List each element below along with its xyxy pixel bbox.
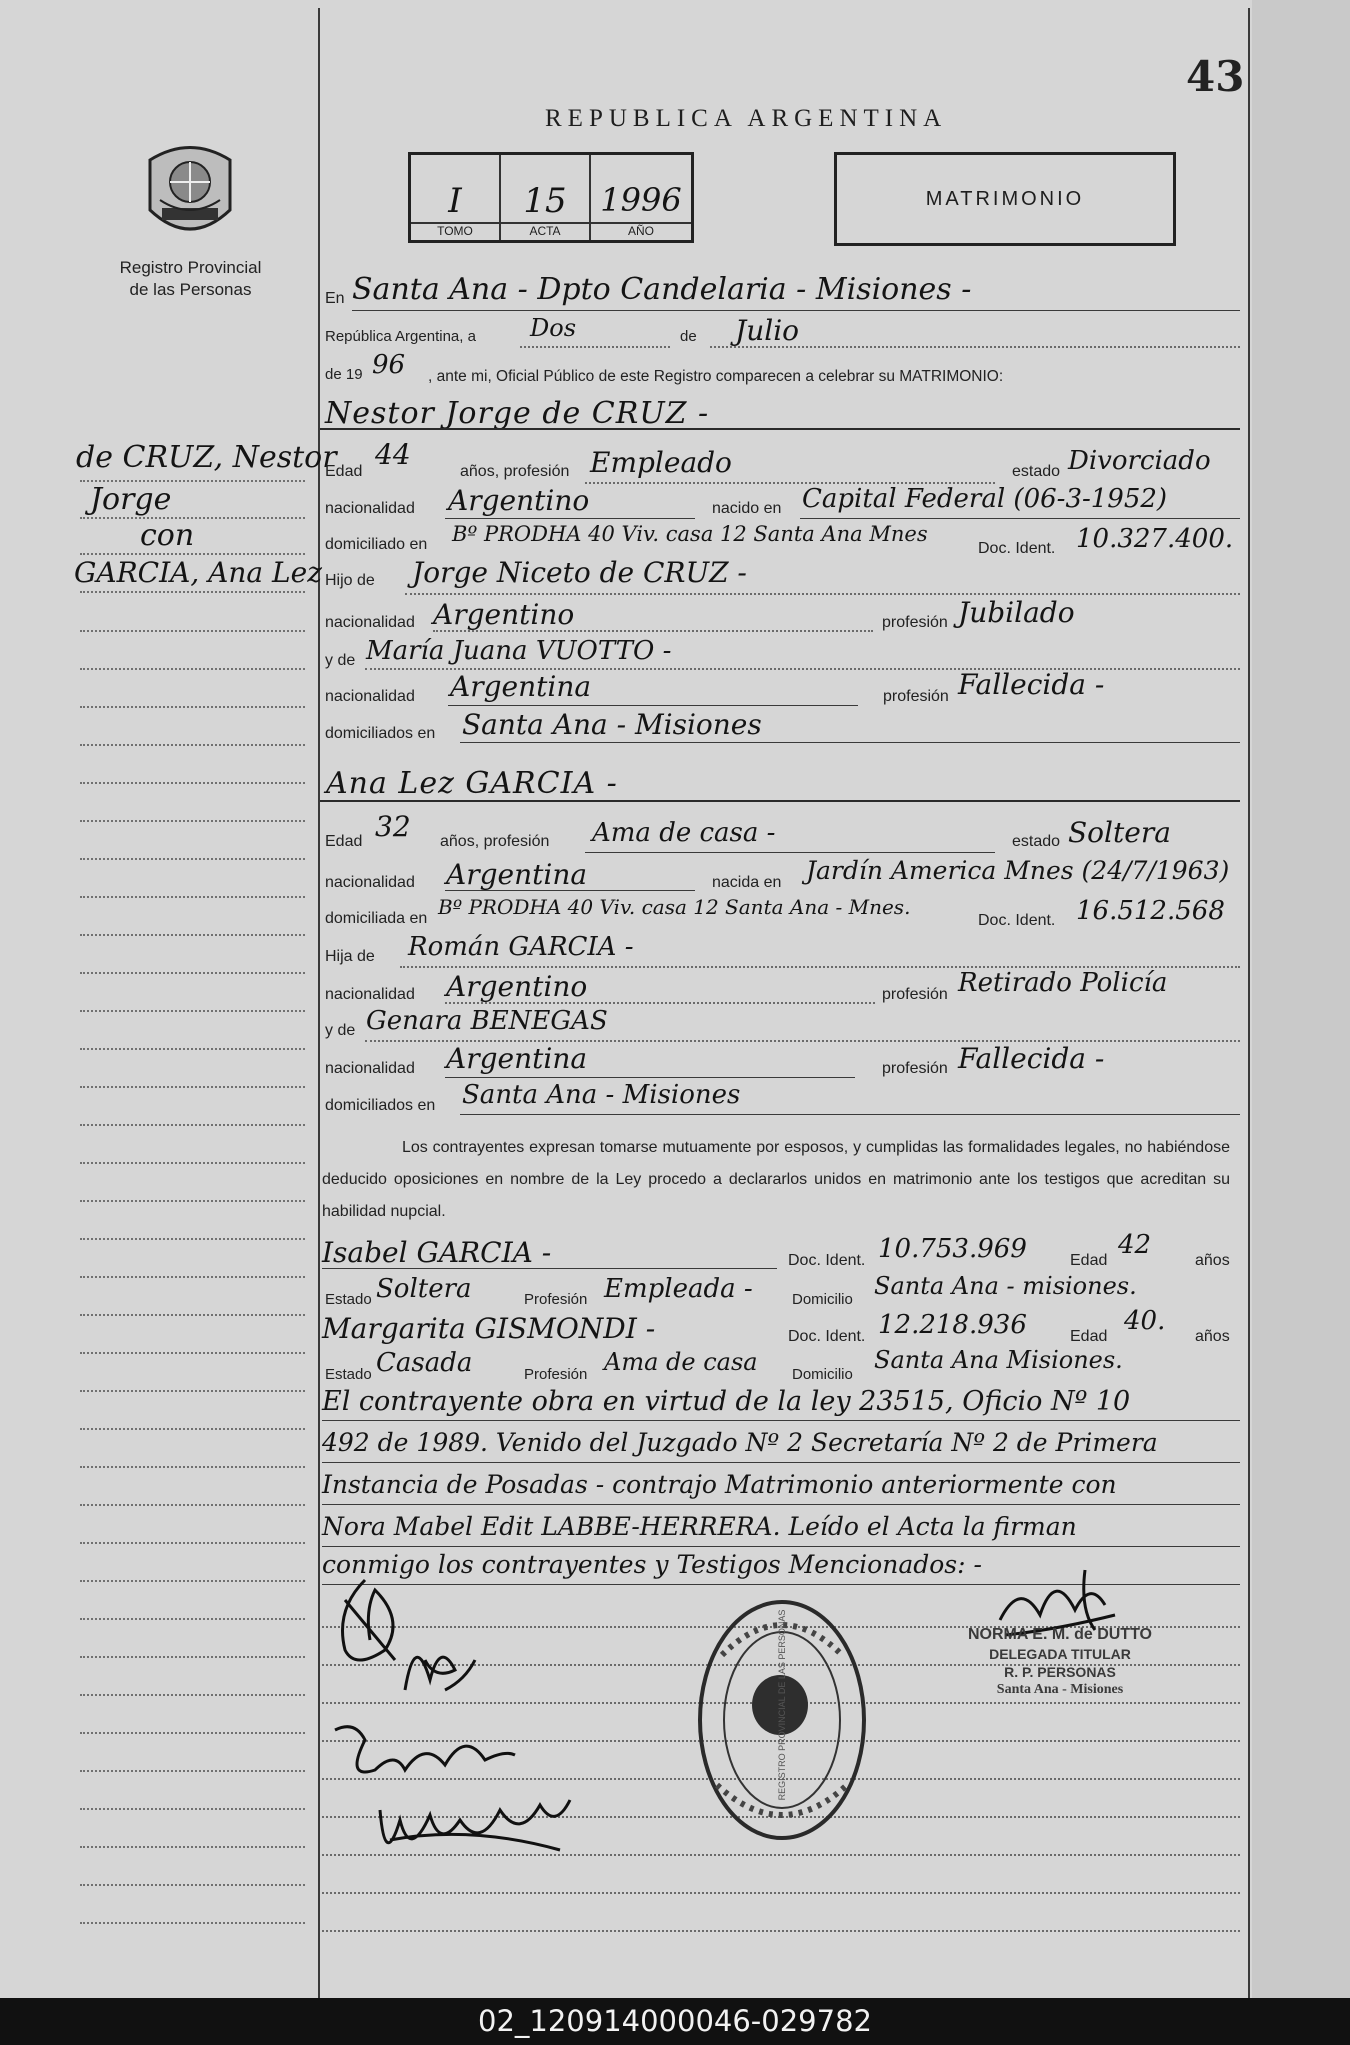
groom-mother-occupation: Fallecida - [958,668,1105,701]
label: Estado [325,1291,372,1308]
witness-2-name: Margarita GISMONDI - [322,1312,656,1345]
label: Edad [1070,1328,1108,1345]
margin-dot-line [80,972,305,974]
note-line-1: El contrayente obra en virtud de la ley 23515, Oficio Nº 10 [322,1386,1131,1417]
label: Hijo de [325,572,375,589]
margin-dot-line [80,1276,305,1278]
line [322,1504,1240,1505]
bride-mother-nationality: Argentina [446,1042,588,1075]
en-label: En [325,290,345,307]
label: Doc. Ident. [978,912,1056,929]
label: domiciliados en [325,725,436,742]
section-rule [320,428,1240,430]
margin-dot-line [80,1808,305,1810]
margin-note-line-3: con [140,518,195,553]
margin-dot-line [80,706,305,708]
label: y de [325,1022,356,1039]
margin-dot-line [80,1124,305,1126]
bride-parents-address: Santa Ana - Misiones [462,1080,741,1110]
dots [405,593,1240,595]
act-type-label: MATRIMONIO [925,188,1085,210]
country-heading: REPUBLICA ARGENTINA [545,105,948,132]
tomo-value: I [448,181,462,221]
acta-value: 15 [523,181,567,221]
witness-2-doc: 12.218.936 [878,1310,1027,1340]
label: Edad [1070,1252,1108,1269]
label: profesión [882,614,948,631]
margin-dot-line [80,1732,305,1734]
bride-father-occupation: Retirado Policía [958,968,1168,998]
signature-4-icon [370,1780,580,1880]
margin-dot-line [80,744,305,746]
margin-dot-line [80,1618,305,1620]
bride-nationality: Argentina [446,858,588,891]
signature-2-icon [395,1620,485,1710]
label: profesión [882,1060,948,1077]
margin-dot-line [80,896,305,898]
witness-1-doc: 10.753.969 [878,1234,1027,1264]
place-line [352,310,1240,311]
line [322,1268,777,1269]
groom-parents-address: Santa Ana - Misiones [462,708,762,741]
margin-dot-line [80,1846,305,1848]
declaration-text: Los contrayentes expresan tomarse mutuamente por esposos, y cumplidas las formalidades legales, no habiéndose deducido oposiciones en nombre de la Ley procedo a declararlos unidos en matrimonio ante los testigos que acreditan su habilidad nupcial. [322,1139,1230,1220]
note-line-5: conmigo los contrayentes y Testigos Mencionados: - [322,1550,982,1579]
groom-address: Bº PRODHA 40 Viv. casa 12 Santa Ana Mnes [452,522,928,546]
label: Doc. Ident. [788,1252,866,1269]
witness-1-name: Isabel GARCIA - [322,1236,552,1269]
label: Edad [325,463,363,480]
signature-3-icon [325,1710,525,1790]
label: años [1195,1328,1230,1345]
line [322,1546,1240,1547]
official-office: R. P. PERSONAS [1004,1664,1116,1680]
bride-birthplace: Jardín America Mnes (24/7/1963) [806,856,1230,885]
margin-dot-line [80,782,305,784]
label: nacionalidad [325,500,415,517]
label: nacido en [712,500,782,517]
line [445,518,695,519]
groom-age: 44 [375,438,411,471]
margin-dot-line [80,858,305,860]
groom-father-nationality: Argentino [433,598,575,631]
line [448,705,858,706]
ano-value: 1996 [600,181,682,219]
margin-dot-line [80,1770,305,1772]
seal-text: REGISTRO PROVINCIAL DE LAS PERSONAS [777,1609,787,1801]
margin-dot-line [80,1010,305,1012]
label: Edad [325,833,363,850]
groom-mother-nationality: Argentina [450,670,592,703]
margin-dots [80,553,305,555]
bride-doc: 16.512.568 [1076,896,1225,926]
note-line-2: 492 de 1989. Venido del Juzgado Nº 2 Secretaría Nº 2 de Primera [322,1428,1158,1457]
margin-dot-line [80,1238,305,1240]
margin-rule-left [318,8,320,1998]
scan-id: 02_120914000046-029782 [0,1998,1350,2045]
line [322,1420,1240,1421]
margin-dot-line [80,1086,305,1088]
official-location: Santa Ana - Misiones [996,1682,1124,1697]
label: domiciliados en [325,1097,436,1114]
page-number: 43 [1186,52,1245,101]
bride-age: 32 [375,810,411,843]
label: Domicilio [792,1366,853,1383]
margin-dot-line [80,1466,305,1468]
provincial-seal-icon [140,140,240,250]
right-edge [1252,0,1350,1998]
ano-label: AÑO [591,222,691,238]
bride-civil-status: Soltera [1068,816,1171,849]
ruled-line [322,1892,1240,1894]
label: años [1195,1252,1230,1269]
registry-line-2: de las Personas [129,280,252,299]
witness-2-status: Casada [376,1348,473,1378]
bride-name: Ana Lez GARCIA - [326,766,618,801]
act-type-box [834,152,1176,246]
label: nacionalidad [325,688,415,705]
label: estado [1012,463,1061,480]
margin-dot-line [80,1922,305,1924]
margin-note-line-1: de CRUZ, Nestor [76,440,337,475]
month-dots [710,346,1240,348]
registry-line-1: Registro Provincial [119,258,262,277]
bride-occupation: Ama de casa - [592,818,776,848]
margin-dot-line [80,630,305,632]
republic-label: República Argentina, a [325,328,476,345]
de-label: de [680,328,697,345]
label: nacionalidad [325,986,415,1003]
margin-dot-line [80,1694,305,1696]
year-suffix: 96 [372,350,406,380]
line [800,518,1240,519]
margin-dot-line [80,1048,305,1050]
label: Domicilio [792,1291,853,1308]
label: y de [325,652,356,669]
margin-dot-line [80,934,305,936]
label: profesión [882,986,948,1003]
bride-father-nationality: Argentino [446,970,588,1003]
label: Estado [325,1366,372,1383]
witness-1-status: Soltera [376,1274,472,1304]
label: nacida en [712,874,782,891]
witness-1-age: 42 [1118,1230,1152,1260]
line [460,742,1240,743]
margin-dot-line [80,820,305,822]
margin-dots [80,591,305,593]
note-line-4: Nora Mabel Edit LABBE-HERRERA. Leído el Acta la firman [322,1512,1077,1541]
line [445,890,695,891]
line [322,1462,1240,1463]
dots [433,630,873,632]
place-value: Santa Ana - Dpto Candelaria - Misiones - [352,272,972,307]
groom-doc: 10.327.400. [1076,524,1234,554]
margin-dot-line [80,1656,305,1658]
year-prefix: de 19 [325,366,363,383]
day-dots [520,346,670,348]
label: Hija de [325,948,375,965]
ruled-line [322,1930,1240,1932]
label: domiciliada en [325,910,428,927]
margin-dot-line [80,668,305,670]
margin-rule-right [1248,8,1250,1998]
line [585,852,995,853]
witness-1-occupation: Empleada - [604,1274,753,1304]
label: nacionalidad [325,874,415,891]
label: domiciliado en [325,536,428,553]
margin-dot-line [80,1390,305,1392]
margin-dot-line [80,1542,305,1544]
record-number-box [408,152,694,243]
day-value: Dos [530,314,577,342]
witness-2-address: Santa Ana Misiones. [874,1346,1123,1374]
label: Doc. Ident. [788,1328,866,1345]
label: profesión [883,688,949,705]
section-rule [320,800,1240,802]
label: Profesión [524,1291,588,1308]
label: Profesión [524,1366,588,1383]
line [460,1114,1240,1115]
margin-dot-line [80,1428,305,1430]
label: años, profesión [460,463,570,480]
bride-mother: Genara BENEGAS [366,1006,608,1036]
groom-father-occupation: Jubilado [958,596,1075,629]
margin-dot-line [80,1580,305,1582]
dots [445,1002,875,1004]
margin-dot-line [80,1352,305,1354]
label: estado [1012,833,1061,850]
label: nacionalidad [325,614,415,631]
groom-mother: María Juana VUOTTO - [366,636,672,666]
margin-dot-line [80,1200,305,1202]
witness-1-address: Santa Ana - misiones. [874,1272,1137,1300]
note-line-3: Instancia de Posadas - contrajo Matrimonio anteriormente con [322,1470,1117,1499]
margin-dot-line [80,1314,305,1316]
bride-mother-occupation: Fallecida - [958,1042,1105,1075]
groom-nationality: Argentino [448,484,590,517]
margin-dot-line [80,1162,305,1164]
groom-civil-status: Divorciado [1068,446,1211,476]
tomo-label: TOMO [411,222,499,238]
label: nacionalidad [325,1060,415,1077]
month-value: Julio [735,314,800,347]
label: años, profesión [440,833,550,850]
witness-2-occupation: Ama de casa [604,1348,758,1376]
official-name: NORMA E. M. de DUTTO [968,1626,1152,1643]
line [445,1077,855,1078]
groom-birthplace: Capital Federal (06-3-1952) [802,484,1168,514]
official-title: DELEGADA TITULAR [989,1646,1131,1662]
margin-dot-line [80,1884,305,1886]
groom-name: Nestor Jorge de CRUZ - [325,396,710,431]
bride-address: Bº PRODHA 40 Viv. casa 12 Santa Ana - Mnes. [438,895,911,919]
bride-father: Román GARCIA - [408,932,634,962]
witness-2-age: 40. [1124,1306,1166,1336]
margin-note-line-2: Jorge [90,482,172,517]
label: Doc. Ident. [978,540,1056,557]
margin-dot-line [80,1504,305,1506]
groom-occupation: Empleado [590,446,732,479]
acta-label: ACTA [501,222,589,238]
groom-father: Jorge Niceto de CRUZ - [412,556,747,589]
comparecen-text: , ante mi, Oficial Público de este Registro comparecen a celebrar su MATRIMONIO: [428,368,1004,385]
margin-note-line-4: GARCIA, Ana Lez [74,556,322,589]
